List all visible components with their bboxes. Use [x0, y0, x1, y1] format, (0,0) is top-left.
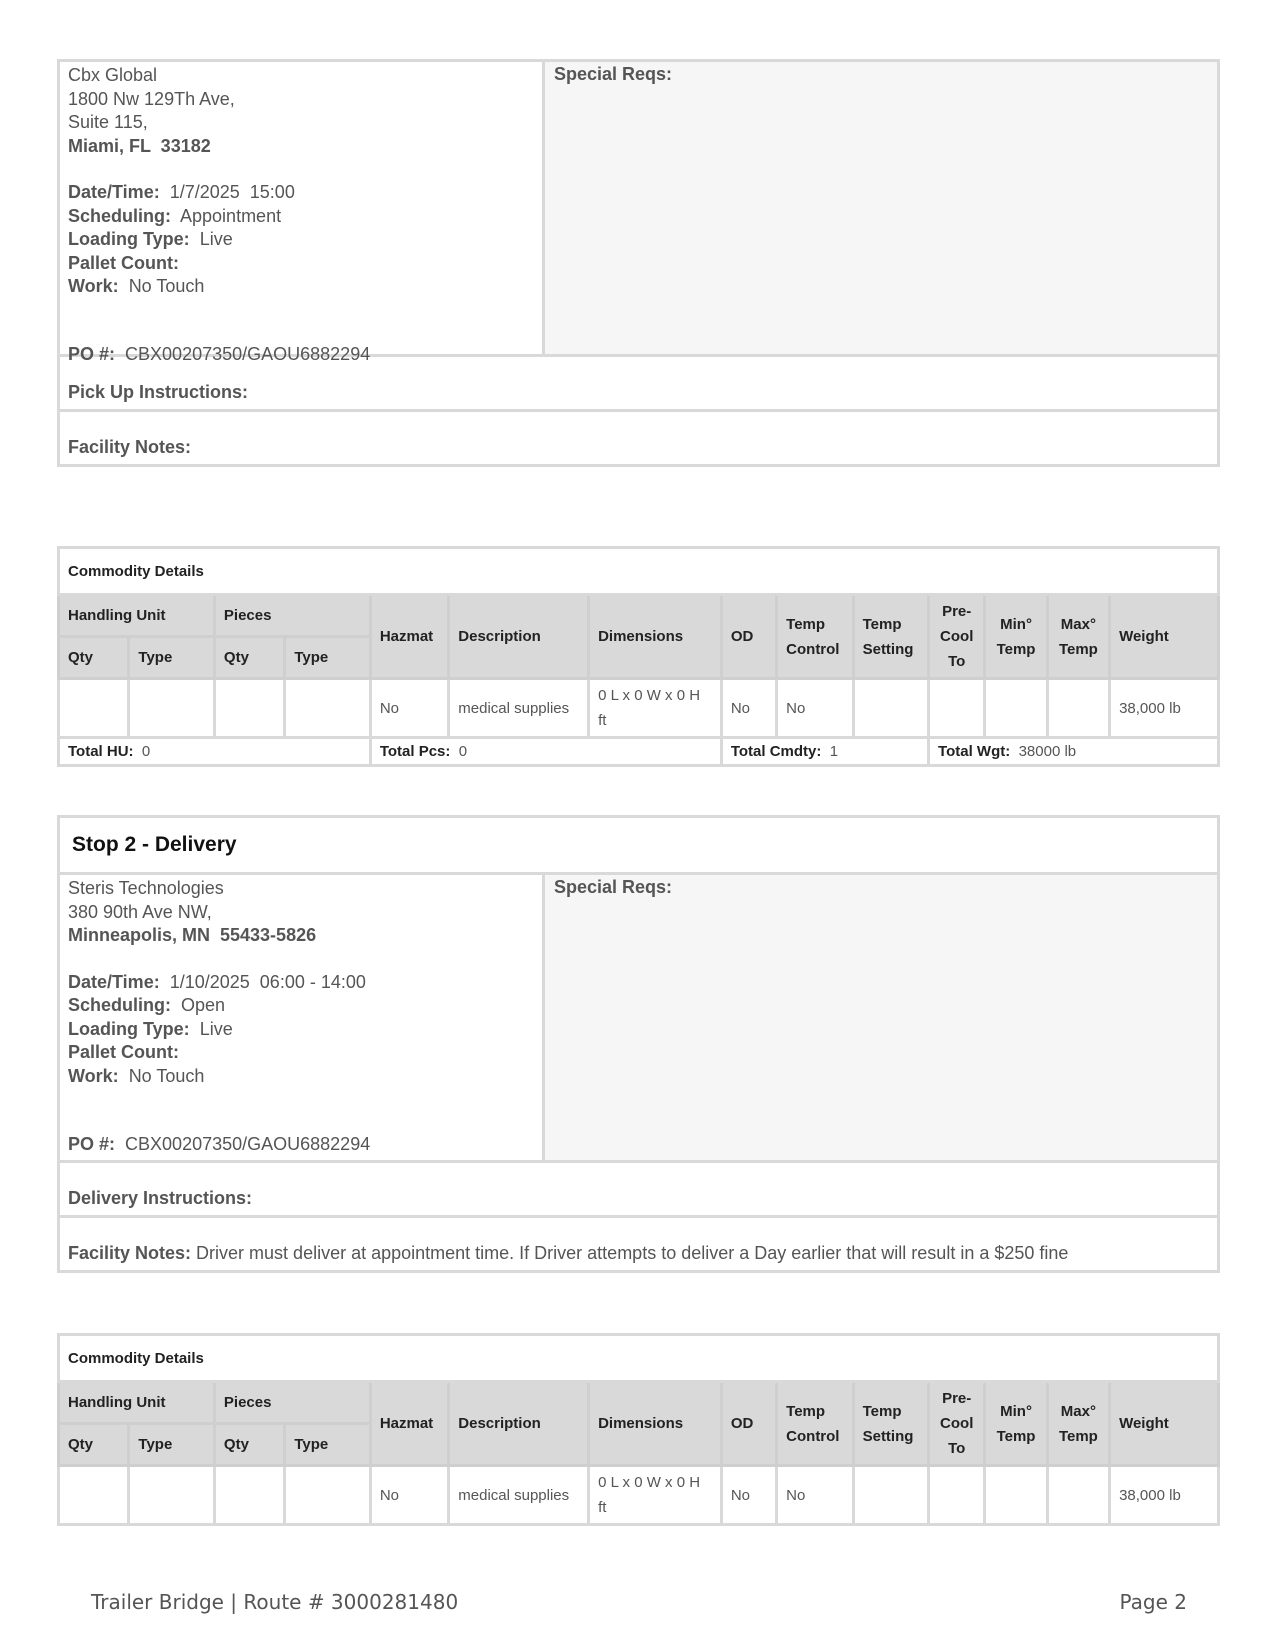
cell-temp-control: No	[777, 1466, 853, 1525]
delivery-scheduling: Scheduling: Open	[68, 995, 226, 1015]
footer-page-number: Page 2	[1119, 1590, 1187, 1614]
header-temp-setting: Temp Setting	[853, 595, 928, 679]
delivery-special-reqs: Special Reqs:	[542, 875, 1217, 1160]
pickup-address-line2: Suite 115,	[68, 112, 148, 132]
total-hu: Total HU: 0	[59, 738, 371, 766]
total-wgt: Total Wgt: 38000 lb	[929, 738, 1219, 766]
totals-row	[59, 738, 1219, 766]
commodity-title: Commodity Details	[59, 1335, 1219, 1382]
header-precool: Pre-Cool To	[929, 595, 985, 679]
delivery-pallet-count: Pallet Count:	[68, 1042, 179, 1062]
pickup-company: Cbx Global	[68, 65, 158, 85]
cell-weight: 38,000 lb	[1110, 1466, 1219, 1525]
delivery-instructions: Delivery Instructions:	[60, 1163, 1217, 1218]
delivery-datetime: Date/Time: 1/10/2025 06:00 - 14:00	[68, 971, 366, 992]
pickup-special-reqs: Special Reqs:	[542, 62, 1217, 354]
header-max-temp: Max° Temp	[1047, 595, 1109, 679]
cell-dimensions: 0 L x 0 W x 0 H ft	[589, 1466, 722, 1525]
delivery-po-number: PO #: CBX00207350/GAOU6882294	[68, 1134, 371, 1154]
header-hazmat: Hazmat	[370, 1382, 448, 1466]
footer-route: Trailer Bridge | Route # 3000281480	[91, 1590, 459, 1614]
header-dimensions: Dimensions	[589, 595, 722, 679]
cell-hazmat: No	[370, 1466, 448, 1525]
delivery-stop-panel	[57, 815, 1220, 1273]
delivery-commodity-table	[57, 1333, 1220, 1526]
pickup-commodity-table	[57, 546, 1220, 767]
delivery-city-state-zip: Minneapolis, MN 55433-5826	[68, 925, 317, 945]
cell-od: No	[721, 679, 776, 738]
delivery-facility-notes: Facility Notes: Driver must deliver at appointment time. If Driver attempts to deliver a Day earlier that will result in a $250 fine	[60, 1218, 1217, 1273]
delivery-address-block	[60, 875, 542, 1160]
header-temp-control: Temp Control	[777, 595, 853, 679]
delivery-loading-type: Loading Type: Live	[68, 1018, 233, 1039]
header-pcs-qty: Qty	[214, 1424, 284, 1466]
header-od: OD	[721, 1382, 776, 1466]
pickup-address-line1: 1800 Nw 129Th Ave,	[68, 88, 235, 109]
cell-description: medical supplies	[449, 679, 589, 738]
delivery-company: Steris Technologies	[68, 878, 224, 898]
header-hu-qty: Qty	[59, 1424, 129, 1466]
pickup-loading-type: Loading Type: Live	[68, 229, 233, 249]
header-pcs-type: Type	[285, 1424, 371, 1466]
header-min-temp: Min° Temp	[985, 595, 1047, 679]
delivery-stop-title: Stop 2 - Delivery	[60, 818, 1217, 875]
commodity-title: Commodity Details	[59, 548, 1219, 595]
table-row	[59, 1466, 1219, 1525]
pickup-info-row	[60, 62, 1217, 364]
header-hu-type: Type	[129, 1424, 215, 1466]
header-description: Description	[449, 595, 589, 679]
pickup-stop-panel	[57, 59, 1220, 467]
delivery-facility-notes-text: Driver must deliver at appointment time. If Driver attempts to deliver a Day earlier that will result in a $250 fine	[196, 1243, 1069, 1263]
total-cmdty: Total Cmdty: 1	[721, 738, 928, 766]
pickup-city-state-zip: Miami, FL 33182	[68, 135, 211, 156]
cell-description: medical supplies	[449, 1466, 589, 1525]
header-temp-setting: Temp Setting	[853, 1382, 928, 1466]
delivery-address-line1: 380 90th Ave NW,	[68, 901, 212, 922]
header-description: Description	[449, 1382, 589, 1466]
pickup-po-number: PO #: CBX00207350/GAOU6882294	[68, 343, 371, 364]
cell-hazmat: No	[370, 679, 448, 738]
pickup-pallet-count: Pallet Count:	[68, 252, 179, 273]
pickup-work: Work: No Touch	[68, 276, 205, 296]
delivery-info-row	[60, 875, 1217, 1163]
header-temp-control: Temp Control	[777, 1382, 853, 1466]
total-pcs: Total Pcs: 0	[370, 738, 721, 766]
header-min-temp: Min° Temp	[985, 1382, 1047, 1466]
header-precool: Pre-Cool To	[929, 1382, 985, 1466]
header-weight: Weight	[1110, 1382, 1219, 1466]
pickup-facility-notes: Facility Notes:	[60, 412, 1217, 467]
header-pcs-type: Type	[285, 637, 371, 679]
header-pieces: Pieces	[214, 1382, 370, 1424]
delivery-work: Work: No Touch	[68, 1065, 205, 1086]
header-od: OD	[721, 595, 776, 679]
pickup-scheduling: Scheduling: Appointment	[68, 205, 282, 226]
header-weight: Weight	[1110, 595, 1219, 679]
header-dimensions: Dimensions	[589, 1382, 722, 1466]
header-max-temp: Max° Temp	[1047, 1382, 1109, 1466]
cell-weight: 38,000 lb	[1110, 679, 1219, 738]
header-handling-unit: Handling Unit	[59, 595, 215, 637]
header-handling-unit: Handling Unit	[59, 1382, 215, 1424]
cell-temp-control: No	[777, 679, 853, 738]
pickup-instructions: Pick Up Instructions:	[60, 357, 1217, 412]
cell-dimensions: 0 L x 0 W x 0 H ft	[589, 679, 722, 738]
header-pcs-qty: Qty	[214, 637, 284, 679]
header-hu-type: Type	[129, 637, 215, 679]
header-pieces: Pieces	[214, 595, 370, 637]
pickup-datetime: Date/Time: 1/7/2025 15:00	[68, 182, 295, 202]
table-row	[59, 679, 1219, 738]
cell-od: No	[721, 1466, 776, 1525]
pickup-address-block	[60, 62, 542, 364]
header-hu-qty: Qty	[59, 637, 129, 679]
header-hazmat: Hazmat	[370, 595, 448, 679]
